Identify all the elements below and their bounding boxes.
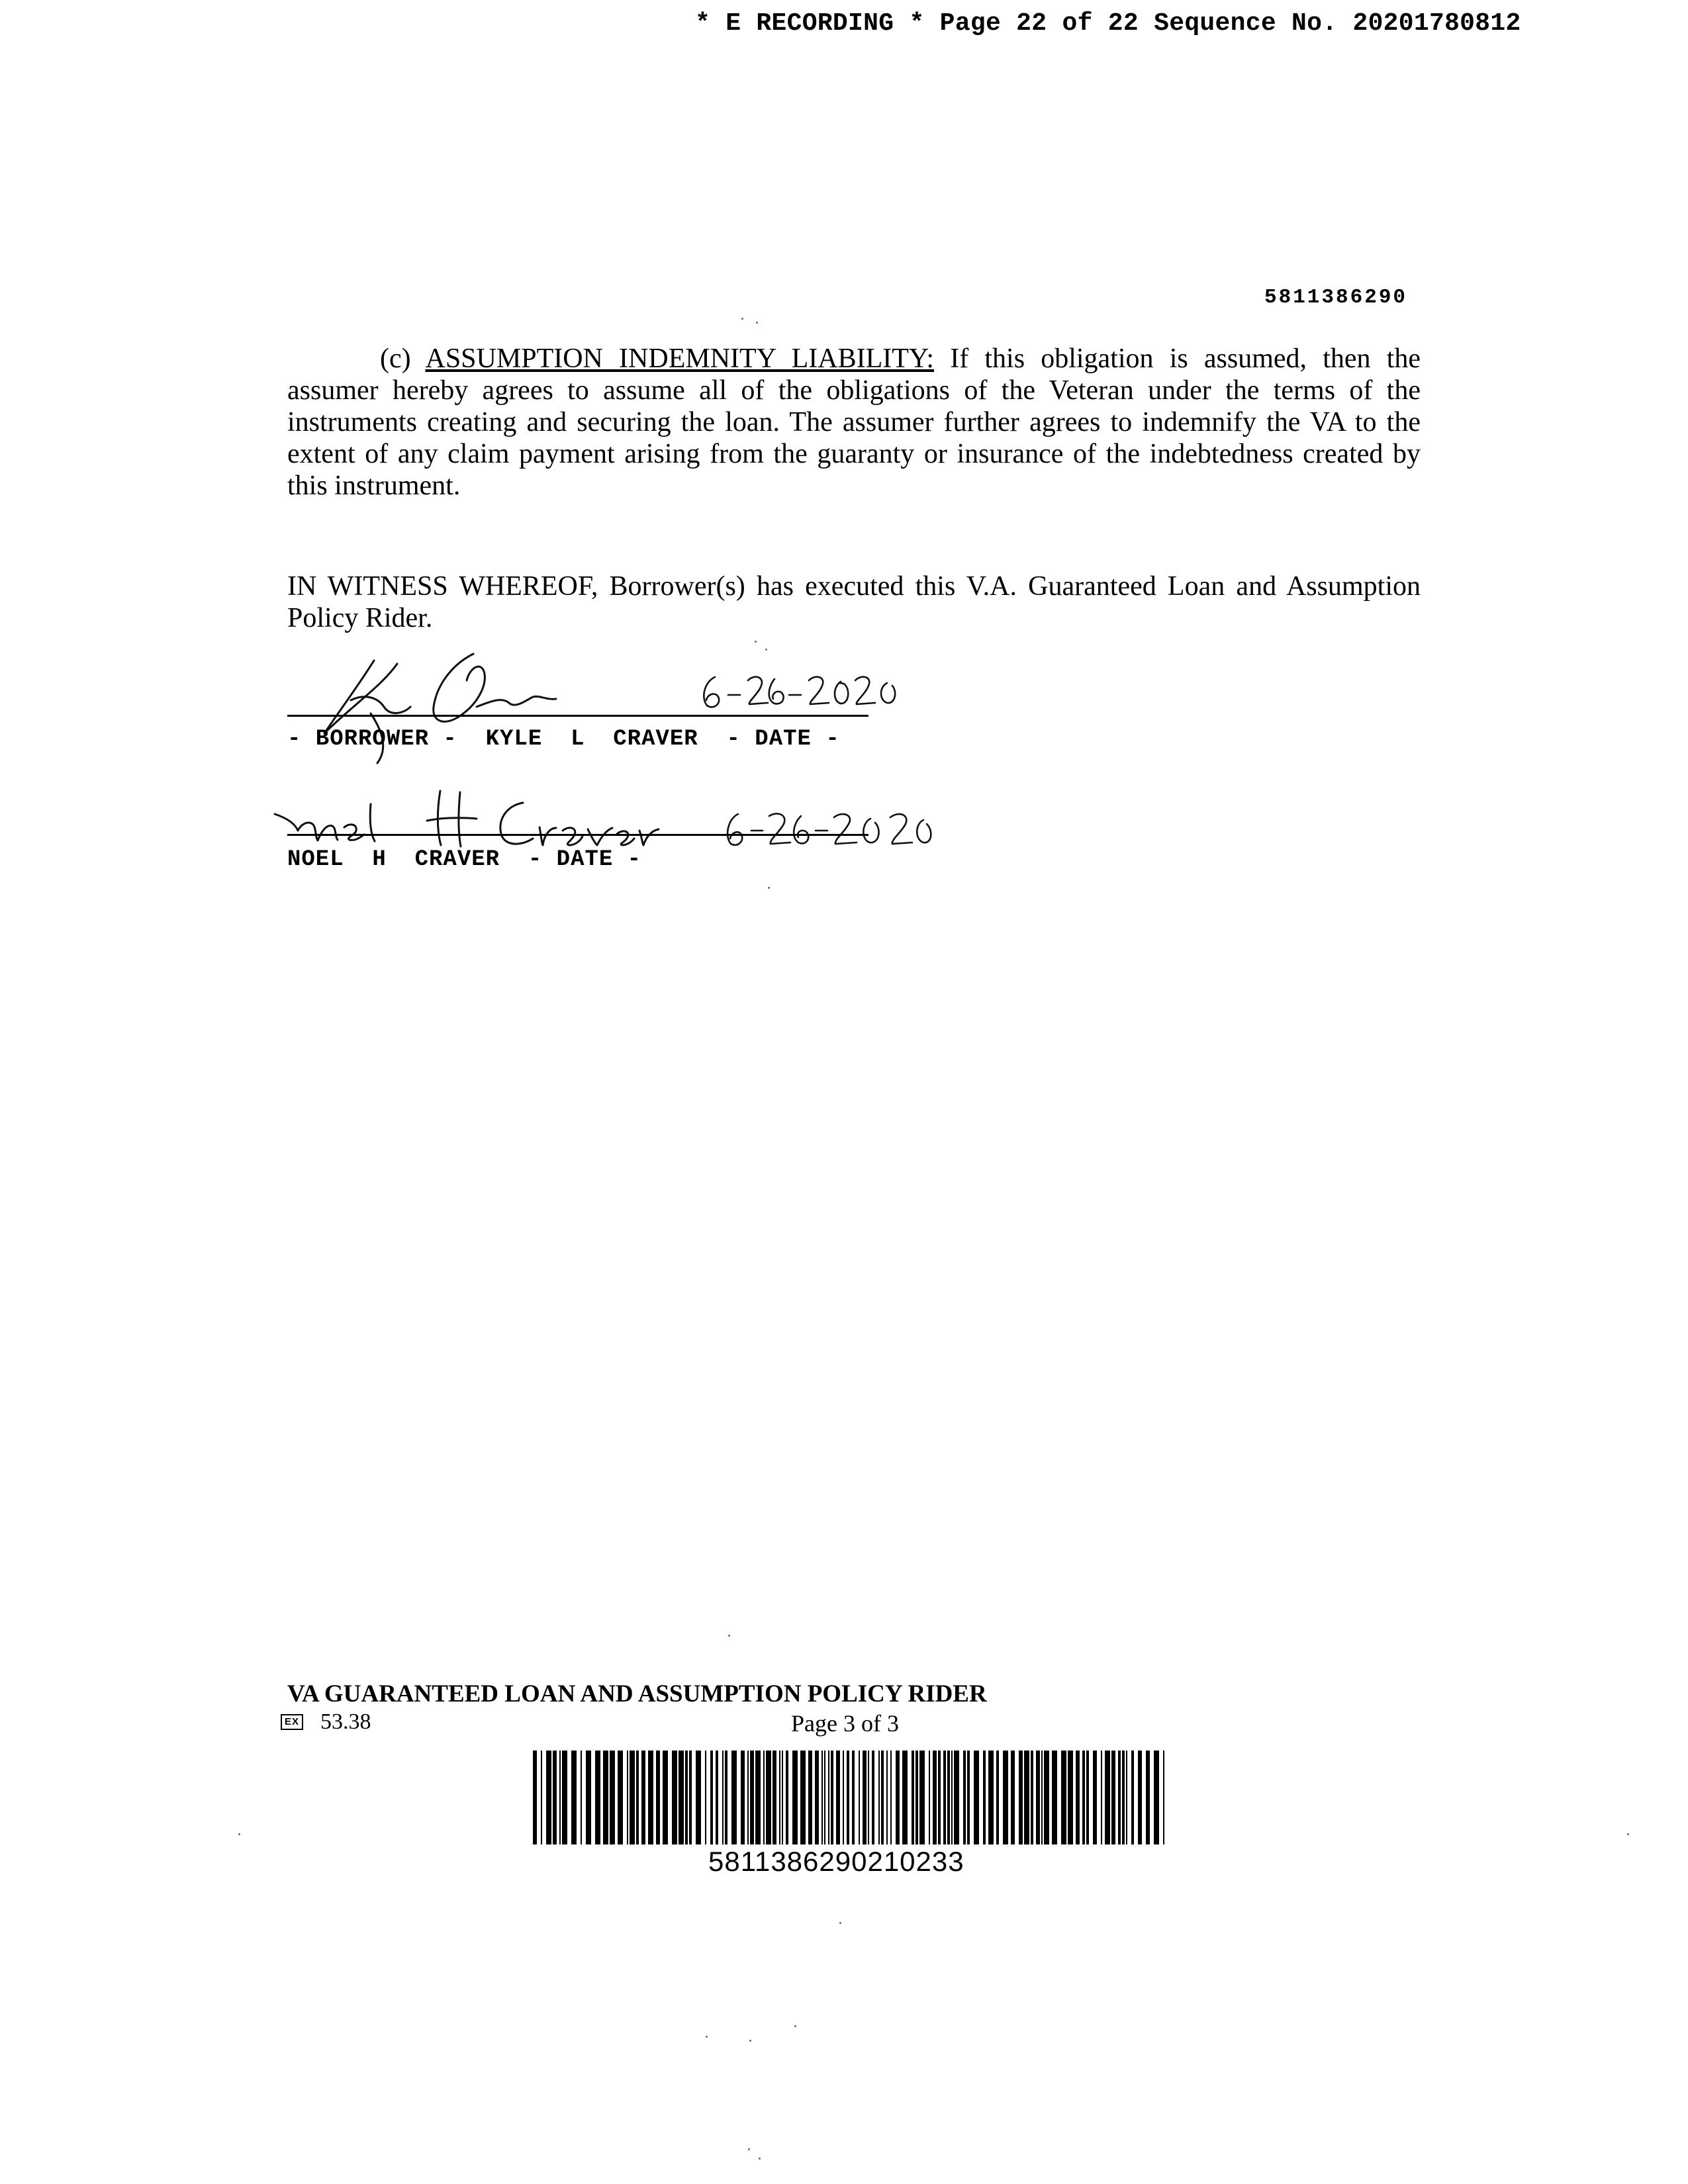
barcode-bar <box>782 1751 783 1844</box>
barcode-bar <box>1031 1751 1033 1844</box>
paragraph-body: If this obligation is assumed, then the assumer hereby agrees to assume all of the obligations of the Veteran under the terms of the instruments creating and securing the loan. The assumer further agrees to indemnify the VA to the extent of any claim payment arising from the guaranty or insurance of the indebtedness created by this instrument. <box>287 343 1421 501</box>
barcode-bar <box>755 1751 761 1844</box>
signature-line-2 <box>287 834 868 836</box>
scan-speck <box>768 887 770 889</box>
barcode-bar <box>951 1751 953 1844</box>
barcode-bar <box>902 1751 908 1844</box>
barcode-bar <box>1086 1751 1089 1844</box>
barcode-bar <box>672 1751 677 1844</box>
scan-speck <box>728 1635 730 1637</box>
barcode-bar <box>546 1751 551 1844</box>
scan-speck <box>748 2148 750 2150</box>
barcode-bar <box>824 1751 825 1844</box>
barcode-bar <box>1154 1751 1159 1844</box>
barcode-image <box>533 1751 1167 1844</box>
barcode-bar <box>1068 1751 1073 1844</box>
barcode-bar <box>689 1751 692 1844</box>
barcode-bar <box>1019 1751 1023 1844</box>
barcode-bar <box>705 1751 706 1844</box>
barcode-bar <box>859 1751 860 1844</box>
barcode-bar <box>929 1751 930 1844</box>
barcode-bar <box>1011 1751 1015 1844</box>
form-badge-icon: EX <box>281 1714 303 1730</box>
borrower-signature-noel <box>271 784 933 857</box>
barcode-bar <box>886 1751 888 1844</box>
barcode-bar <box>1003 1751 1008 1844</box>
barcode-bar <box>533 1751 537 1844</box>
barcode-bar <box>750 1751 754 1844</box>
barcode-bar <box>1024 1751 1029 1844</box>
assumption-indemnity-paragraph <box>287 343 1421 502</box>
barcode-bar <box>562 1751 567 1844</box>
barcode-bar <box>868 1751 869 1844</box>
barcode-bar <box>800 1751 806 1844</box>
barcode-bar <box>915 1751 918 1844</box>
barcode-bar <box>630 1751 635 1844</box>
barcode-bar <box>685 1751 688 1844</box>
loan-number: 5811386290 <box>1264 286 1408 309</box>
barcode-bar <box>1163 1751 1164 1844</box>
scan-speck <box>741 318 743 320</box>
barcode-bar <box>996 1751 999 1844</box>
barcode-bar <box>648 1751 653 1844</box>
barcode-bar <box>603 1751 608 1844</box>
paragraph-label: (c) <box>380 343 411 374</box>
scan-speck <box>238 1833 240 1835</box>
barcode-bar <box>1041 1751 1043 1844</box>
barcode-bar <box>586 1751 591 1844</box>
recording-header: * E RECORDING * Page 22 of 22 Sequence No. 20201780812 <box>695 9 1521 38</box>
barcode-bar <box>843 1751 844 1844</box>
barcode-bar <box>808 1751 812 1844</box>
barcode-bar <box>1093 1751 1097 1844</box>
footer-title: VA GUARANTEED LOAN AND ASSUMPTION POLICY RIDER <box>287 1680 987 1707</box>
barcode-bar <box>731 1751 737 1844</box>
paragraph-heading: ASSUMPTION INDEMNITY LIABILITY: <box>425 343 935 374</box>
barcode-bar <box>553 1751 557 1844</box>
barcode-bar <box>967 1751 970 1844</box>
barcode-bar <box>852 1751 855 1844</box>
barcode-bar <box>815 1751 819 1844</box>
barcode-bar <box>722 1751 724 1844</box>
barcode-bar <box>1044 1751 1049 1844</box>
barcode-bar <box>1122 1751 1125 1844</box>
barcode-bar <box>618 1751 623 1844</box>
barcode-bar <box>1101 1751 1102 1844</box>
barcode-bar <box>912 1751 914 1844</box>
scan-speck <box>839 1922 841 1924</box>
barcode-bar <box>890 1751 892 1844</box>
barcode-bar <box>571 1751 577 1844</box>
barcode-bar <box>747 1751 749 1844</box>
barcode-bar <box>847 1751 849 1844</box>
barcode-bar <box>896 1751 900 1844</box>
barcode-bar <box>786 1751 788 1844</box>
barcode-bar <box>792 1751 798 1844</box>
barcode-bar <box>627 1751 628 1844</box>
barcode-bar <box>1061 1751 1066 1844</box>
page-number: Page 3 of 3 <box>791 1710 899 1737</box>
barcode-bar <box>581 1751 582 1844</box>
barcode-bar <box>541 1751 542 1844</box>
barcode-bar <box>983 1751 986 1844</box>
barcode-bar <box>696 1751 701 1844</box>
barcode-bar <box>1105 1751 1110 1844</box>
barcode-bar <box>725 1751 727 1844</box>
barcode-bar <box>836 1751 840 1844</box>
barcode-bar <box>821 1751 823 1844</box>
scan-speck <box>749 2040 751 2042</box>
barcode-bar <box>974 1751 979 1844</box>
barcode-bar <box>636 1751 639 1844</box>
scan-speck <box>756 322 758 324</box>
barcode-bar <box>763 1751 765 1844</box>
barcode-bar <box>954 1751 959 1844</box>
barcode-bar <box>1131 1751 1134 1844</box>
form-code: 53.38 <box>320 1709 371 1734</box>
barcode-bar <box>641 1751 645 1844</box>
footer-form-code <box>281 1709 371 1735</box>
barcode-bar <box>559 1751 561 1844</box>
barcode-bar <box>656 1751 660 1844</box>
barcode-bar <box>1036 1751 1040 1844</box>
scan-speck <box>794 2025 796 2027</box>
barcode-bar <box>1052 1751 1057 1844</box>
barcode-bar <box>881 1751 884 1844</box>
barcode-bar <box>1146 1751 1150 1844</box>
scan-speck <box>706 2036 708 2038</box>
scan-speck <box>1627 1833 1629 1835</box>
witness-paragraph: IN WITNESS WHEREOF, Borrower(s) has executed this V.A. Guaranteed Loan and Assumption Policy Rider. <box>287 571 1421 633</box>
barcode-bar <box>1111 1751 1115 1844</box>
barcode-bar <box>610 1751 615 1844</box>
barcode-bar <box>947 1751 950 1844</box>
barcode-bar <box>710 1751 713 1844</box>
scan-speck <box>759 2158 761 2160</box>
signature-label-noel: NOEL H CRAVER - DATE - <box>287 847 642 872</box>
barcode-bar <box>679 1751 684 1844</box>
barcode-bar <box>766 1751 771 1844</box>
barcode-number: 5811386290210233 <box>708 1846 964 1877</box>
barcode-bar <box>1082 1751 1085 1844</box>
barcode-bar <box>863 1751 867 1844</box>
scan-speck <box>755 641 757 643</box>
barcode-bar <box>741 1751 745 1844</box>
barcode-bar <box>1138 1751 1142 1844</box>
barcode-bar <box>595 1751 600 1844</box>
barcode-bar <box>831 1751 833 1844</box>
barcode-bar <box>919 1751 925 1844</box>
barcode-bar <box>1126 1751 1127 1844</box>
scan-speck <box>765 649 767 651</box>
barcode-bar <box>878 1751 880 1844</box>
barcode-bar <box>872 1751 874 1844</box>
signature-line-1 <box>287 715 868 717</box>
barcode-bar <box>773 1751 776 1844</box>
barcode-bar <box>988 1751 994 1844</box>
barcode-bar <box>933 1751 937 1844</box>
barcode-bar <box>938 1751 941 1844</box>
barcode-bar <box>1076 1751 1080 1844</box>
signature-label-kyle: - BORROWER - KYLE L CRAVER - DATE - <box>287 727 840 752</box>
barcode-bar <box>1118 1751 1121 1844</box>
barcode-bar <box>716 1751 718 1844</box>
barcode-bar <box>963 1751 966 1844</box>
barcode-bar <box>663 1751 668 1844</box>
barcode-bar <box>779 1751 780 1844</box>
barcode-bar <box>943 1751 946 1844</box>
barcode-bar <box>828 1751 829 1844</box>
